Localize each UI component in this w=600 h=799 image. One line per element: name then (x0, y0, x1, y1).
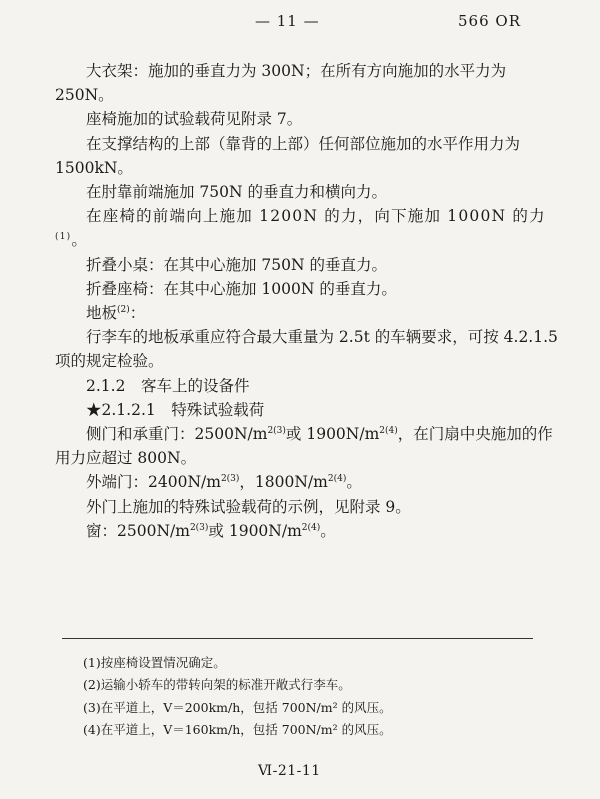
paragraph-windows (55, 519, 565, 543)
footnote-2: (2)运输小轿车的带转向架的标准开敞式行李车。 (83, 677, 351, 693)
side-doors-a: 侧门和承重门：2500N/m (86, 425, 268, 444)
footnotes (83, 652, 543, 741)
page-number: Ⅵ-21-11 (258, 763, 321, 779)
end-doors-sup-2: 2(4) (327, 474, 347, 485)
paragraph-folding-table: 折叠小桌：在其中心施加 750N 的垂直力。 (86, 255, 388, 274)
footnote-4: (4)在平道上，V＝160km/h，包括 700N/m² 的风压。 (83, 721, 392, 737)
end-doors-sup-1: 2(3) (220, 474, 240, 485)
windows-b: 或 1900N/m (208, 521, 302, 540)
body-text (55, 59, 565, 543)
end-doors-c: 。 (346, 473, 362, 492)
seat-front-text: 在座椅的前端向上施加 1200N 的力，向下施加 1000N 的力 (86, 207, 546, 226)
seat-front-tail: 。 (71, 231, 89, 250)
footnote-ref-2: (2) (117, 304, 130, 315)
paragraph-coat-rack: 大衣架：施加的垂直力为 300N；在所有方向施加的水平力为 250N。 (55, 62, 507, 105)
floor-tail: ： (129, 304, 146, 323)
side-doors-sup-1: 2(3) (267, 425, 286, 436)
paragraph-folding-seat: 折叠座椅：在其中心施加 1000N 的垂直力。 (86, 279, 397, 298)
paragraph-armrest: 在肘靠前端施加 750N 的垂直力和横向力。 (86, 183, 388, 202)
windows-sup-1: 2(3) (189, 522, 209, 533)
windows-sup-2: 2(4) (301, 522, 321, 533)
paragraph-seat-load: 座椅施加的试验载荷见附录 7。 (86, 110, 303, 129)
end-doors-b: ，1800N/m (239, 473, 328, 492)
footnote-1: (1)按座椅设置情况确定。 (83, 655, 226, 670)
end-doors-a: 外端门：2400N/m (86, 473, 221, 492)
side-doors-c: ，在门扇中央施加的作用力应超过 800N。 (55, 425, 553, 468)
footnote-ref-1: (1) (55, 232, 72, 243)
paragraph-outer-door-example: 外门上施加的特殊试验载荷的示例，见附录 9。 (86, 497, 411, 516)
page-marker: — 11 — (255, 12, 320, 30)
section-heading-2-1-2: 2.1.2 客车上的设备件 (86, 376, 250, 395)
paragraph-luggage-van-floor: 行李车的地板承重应符合最大重量为 2.5t 的车辆要求，可按 4.2.1.5 项的规定检验。 (55, 328, 558, 371)
paragraph-side-doors (55, 422, 565, 470)
side-doors-b: 或 1900N/m (285, 425, 380, 444)
windows-c: 。 (320, 521, 336, 540)
paragraph-support-structure: 在支撑结构的上部（靠背的上部）任何部位施加的水平作用力为 1500kN。 (55, 134, 521, 177)
paragraph-floor (55, 301, 565, 325)
footnote-divider (62, 638, 533, 639)
floor-text: 地板 (86, 304, 118, 323)
paragraph-end-doors (55, 470, 565, 494)
document-code: 566 OR (458, 12, 521, 30)
section-heading-2-1-2-1: ★2.1.2.1 特殊试验载荷 (86, 400, 265, 419)
footnote-3: (3)在平道上，V＝200km/h，包括 700N/m² 的风压。 (83, 699, 392, 715)
side-doors-sup-2: 2(4) (379, 425, 398, 436)
windows-a: 窗：2500N/m (86, 521, 190, 540)
paragraph-seat-front (55, 204, 565, 252)
